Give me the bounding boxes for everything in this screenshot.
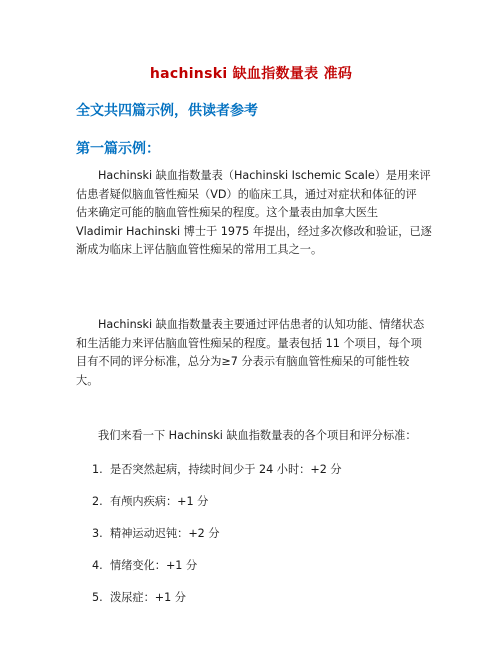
list-item-text: 有颅内疾病：+1 分 (110, 495, 209, 508)
paragraph-1-line: 估患者疑似脑血管性痴呆（VD）的临床工具，通过对症状和体征的评 (76, 187, 417, 201)
paragraph-1 (76, 167, 432, 260)
document-title: hachinski 缺血指数量表 准码 (149, 66, 353, 82)
list-item-text: 情绪变化：+1 分 (110, 559, 198, 572)
paragraph-2-line: Hachinski 缺血指数量表主要通过评估患者的认知功能、情绪状态 (98, 318, 425, 331)
list-intro: 我们来看一下 Hachinski 缺血指数量表的各个项目和评分标准： (98, 429, 417, 442)
paragraph-1-line: 渐成为临床上评估脑血管性痴呆的常用工具之一。 (76, 243, 323, 256)
list-item (92, 525, 220, 541)
paragraph-1-line: 估来确定可能的脑血管性痴呆的程度。这个量表由加拿大医生 (76, 206, 379, 219)
list-item-number: 3. (92, 527, 103, 540)
list-item-text: 泼尿症：+1 分 (110, 591, 186, 604)
list-item (92, 589, 186, 605)
list-item (92, 461, 342, 477)
paragraph-2 (76, 316, 426, 390)
document-subtitle: 全文共四篇示例，供读者参考 (76, 103, 258, 119)
section-title: 第一篇示例： (76, 141, 160, 157)
list-item (92, 557, 197, 573)
list-item (92, 493, 208, 509)
list-item-text: 精神运动迟钝：+2 分 (110, 527, 220, 540)
paragraph-2-line: 大。 (76, 373, 99, 387)
list-item-text: 是否突然起病，持续时间少于 24 小时：+2 分 (110, 463, 342, 476)
paragraph-1-line: Hachinski 缺血指数量表（Hachinski Ischemic Scale）是用来评 (98, 169, 431, 182)
list-item-number: 5. (92, 591, 103, 604)
paragraph-2-line: 目有不同的评分标准，总分为≥7 分表示有脑血管性痴呆的可能性较 (76, 355, 410, 368)
list-item-number: 1. (92, 463, 103, 476)
list-item-number: 4. (92, 559, 103, 572)
paragraph-2-line: 和生活能力来评估脑血管性痴呆的程度。量表包括 11 个项目，每个项 (76, 336, 422, 350)
paragraph-1-line: Vladimir Hachinski 博士于 1975 年提出，经过多次修改和验证，已逐 (76, 224, 432, 238)
list-item-number: 2. (92, 495, 103, 508)
